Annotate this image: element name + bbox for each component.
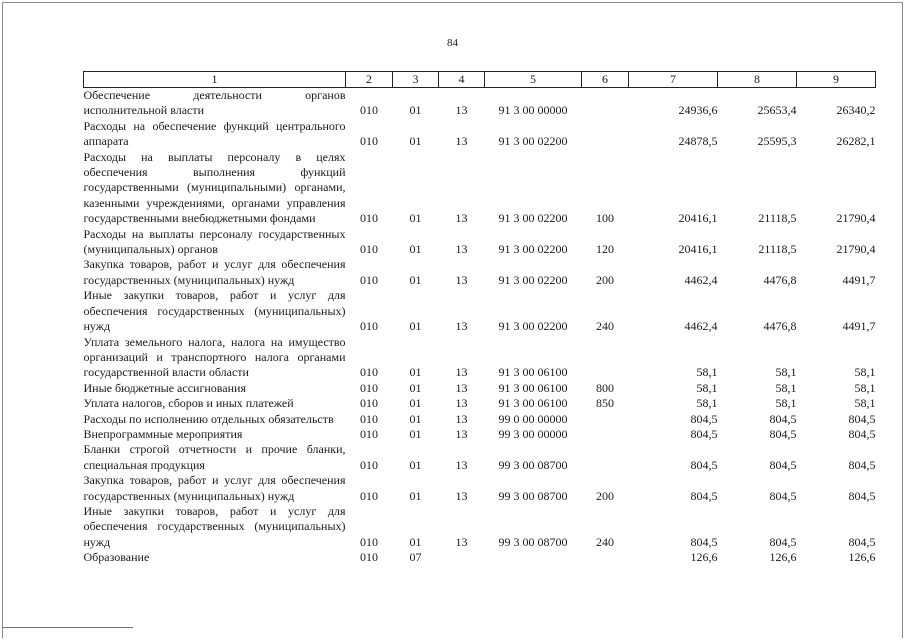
row-label: Бланки строгой отчетности и прочие бланки, специальная продукция bbox=[83, 442, 346, 472]
row-section: 01 bbox=[409, 426, 422, 441]
header-cell-3: 3 bbox=[393, 72, 439, 88]
row-amount-col8: 21118,5 bbox=[758, 211, 797, 226]
row-expense-type bbox=[582, 88, 629, 119]
row-target-article: 91 3 00 06100 bbox=[498, 365, 568, 380]
row-expense-type: 100 bbox=[596, 211, 614, 226]
row-section: 01 bbox=[409, 457, 422, 472]
row-subsection: 13 bbox=[455, 211, 468, 226]
table-row bbox=[84, 150, 876, 227]
row-amount-col9: 26340,2 bbox=[836, 103, 876, 118]
row-expense-type: 850 bbox=[596, 396, 614, 411]
row-subsection: 13 bbox=[455, 488, 468, 503]
row-code-admin: 010 bbox=[360, 488, 378, 503]
row-subsection: 13 bbox=[455, 134, 468, 149]
row-code-admin: 010 bbox=[360, 103, 378, 118]
row-code-admin: 010 bbox=[360, 426, 378, 441]
row-subsection: 13 bbox=[455, 534, 468, 549]
row-expense-type: 800 bbox=[596, 380, 614, 395]
row-label: Расходы на обеспечение функций центрального аппарата bbox=[83, 118, 346, 149]
row-code-admin: 010 bbox=[360, 211, 378, 226]
row-amount-col8: 804,5 bbox=[769, 426, 797, 441]
row-section: 01 bbox=[409, 272, 422, 287]
row-amount-col7: 126,6 bbox=[690, 550, 718, 565]
row-amount-col7: 58,1 bbox=[696, 380, 718, 395]
row-amount-col7: 58,1 bbox=[696, 396, 718, 411]
header-cell-6: 6 bbox=[582, 72, 629, 88]
row-section: 01 bbox=[409, 319, 422, 334]
row-amount-col7: 24878,5 bbox=[678, 134, 718, 149]
table-row bbox=[84, 396, 876, 411]
row-amount-col9: 804,5 bbox=[848, 488, 876, 503]
row-amount-col7: 58,1 bbox=[696, 365, 718, 380]
row-code-admin: 010 bbox=[360, 396, 378, 411]
row-label: Обеспечение деятельности органов исполнительной власти bbox=[83, 88, 346, 118]
table-row bbox=[84, 504, 876, 550]
header-cell-1: 1 bbox=[84, 72, 346, 88]
row-expense-type bbox=[582, 427, 629, 442]
row-amount-col7: 20416,1 bbox=[678, 242, 718, 257]
row-section: 01 bbox=[409, 396, 422, 411]
row-code-admin: 010 bbox=[360, 380, 378, 395]
row-amount-col9: 804,5 bbox=[848, 411, 876, 426]
header-cell-5: 5 bbox=[485, 72, 582, 88]
row-amount-col9: 4491,7 bbox=[842, 272, 876, 287]
table-row bbox=[84, 473, 876, 504]
row-subsection bbox=[439, 550, 485, 565]
table-body bbox=[84, 88, 876, 566]
row-target-article bbox=[485, 550, 582, 565]
row-expense-type: 200 bbox=[596, 488, 614, 503]
row-code-admin: 010 bbox=[360, 411, 378, 426]
row-subsection: 13 bbox=[455, 426, 468, 441]
row-label: Расходы по исполнению отдельных обязательств bbox=[83, 411, 334, 426]
header-cell-2: 2 bbox=[346, 72, 393, 88]
row-amount-col8: 58,1 bbox=[775, 380, 797, 395]
table-row bbox=[84, 335, 876, 381]
row-subsection: 13 bbox=[455, 411, 468, 426]
table-row bbox=[84, 427, 876, 442]
footer-rule bbox=[3, 627, 133, 628]
row-subsection: 13 bbox=[455, 242, 468, 257]
row-target-article: 91 3 00 06100 bbox=[498, 396, 568, 411]
row-amount-col8: 126,6 bbox=[769, 550, 797, 565]
table-row bbox=[84, 88, 876, 119]
row-amount-col7: 804,5 bbox=[690, 426, 718, 441]
row-amount-col8: 25653,4 bbox=[757, 103, 797, 118]
row-target-article: 91 3 00 02200 bbox=[498, 242, 568, 257]
table-row bbox=[84, 227, 876, 258]
row-subsection: 13 bbox=[455, 319, 468, 334]
row-code-admin: 010 bbox=[360, 457, 378, 472]
table-row bbox=[84, 412, 876, 427]
row-amount-col7: 20416,1 bbox=[678, 211, 718, 226]
row-target-article: 99 3 00 00000 bbox=[498, 426, 568, 441]
page-number: 84 bbox=[447, 37, 458, 49]
scan-border-right bbox=[902, 2, 903, 638]
row-expense-type: 240 bbox=[596, 319, 614, 334]
row-target-article: 99 3 00 08700 bbox=[498, 534, 568, 549]
row-label: Закупка товаров, работ и услуг для обеспечения государственных (муниципальных) нужд bbox=[83, 473, 346, 503]
table-row bbox=[84, 288, 876, 334]
row-expense-type bbox=[582, 412, 629, 427]
row-expense-type: 200 bbox=[596, 272, 614, 287]
row-subsection: 13 bbox=[455, 365, 468, 380]
row-amount-col8: 58,1 bbox=[775, 365, 797, 380]
header-cell-9: 9 bbox=[797, 72, 876, 88]
row-section: 01 bbox=[409, 103, 422, 118]
row-section: 01 bbox=[409, 134, 422, 149]
row-amount-col8: 25595,3 bbox=[757, 134, 797, 149]
row-amount-col7: 804,5 bbox=[690, 488, 718, 503]
row-subsection: 13 bbox=[455, 457, 468, 472]
table-row bbox=[84, 381, 876, 396]
row-section: 01 bbox=[409, 411, 422, 426]
table-row bbox=[84, 257, 876, 288]
row-amount-col9: 4491,7 bbox=[842, 319, 876, 334]
row-label: Закупка товаров, работ и услуг для обеспечения государственных (муниципальных) нужд bbox=[83, 257, 346, 287]
row-label: Внепрограммные мероприятия bbox=[83, 426, 243, 441]
row-label: Расходы на выплаты персоналу государственных (муниципальных) органов bbox=[83, 226, 346, 257]
budget-table bbox=[83, 71, 876, 566]
row-amount-col9: 58,1 bbox=[854, 380, 876, 395]
row-target-article: 91 3 00 02200 bbox=[498, 319, 568, 334]
row-section: 01 bbox=[409, 488, 422, 503]
row-amount-col8: 58,1 bbox=[775, 396, 797, 411]
row-expense-type bbox=[582, 119, 629, 150]
row-amount-col9: 58,1 bbox=[854, 396, 876, 411]
row-label: Уплата земельного налога, налога на имущество организаций и транспортного налога органами государственной власти области bbox=[83, 334, 346, 380]
row-section: 01 bbox=[409, 380, 422, 395]
row-section: 01 bbox=[409, 365, 422, 380]
row-amount-col8: 804,5 bbox=[769, 534, 797, 549]
header-cell-8: 8 bbox=[718, 72, 797, 88]
row-amount-col9: 21790,4 bbox=[836, 211, 876, 226]
table-row bbox=[84, 442, 876, 473]
row-code-admin: 010 bbox=[360, 242, 378, 257]
row-amount-col9: 21790,4 bbox=[836, 242, 876, 257]
row-subsection: 13 bbox=[455, 380, 468, 395]
row-target-article: 99 3 00 08700 bbox=[498, 457, 568, 472]
row-amount-col8: 804,5 bbox=[769, 488, 797, 503]
row-label: Иные бюджетные ассигнования bbox=[83, 380, 246, 395]
row-label: Иные закупки товаров, работ и услуг для обеспечения государственных (муниципальных) нужд bbox=[83, 503, 346, 549]
scan-border-left bbox=[2, 2, 3, 638]
table-row bbox=[84, 550, 876, 565]
row-amount-col9: 804,5 bbox=[848, 534, 876, 549]
row-expense-type bbox=[582, 442, 629, 473]
row-label: Иные закупки товаров, работ и услуг для обеспечения государственных (муниципальных) нужд bbox=[83, 288, 346, 334]
table-row bbox=[84, 119, 876, 150]
scan-border-top bbox=[2, 2, 903, 3]
row-target-article: 99 0 00 00000 bbox=[498, 411, 568, 426]
row-amount-col9: 26282,1 bbox=[836, 134, 876, 149]
row-expense-type: 120 bbox=[596, 242, 614, 257]
row-expense-type bbox=[582, 335, 629, 381]
header-cell-4: 4 bbox=[439, 72, 485, 88]
row-subsection: 13 bbox=[455, 272, 468, 287]
row-section: 01 bbox=[409, 534, 422, 549]
header-cell-7: 7 bbox=[629, 72, 718, 88]
row-target-article: 91 3 00 02200 bbox=[498, 211, 568, 226]
row-label: Уплата налогов, сборов и иных платежей bbox=[83, 396, 294, 411]
row-amount-col8: 4476,8 bbox=[763, 272, 797, 287]
row-section: 01 bbox=[409, 242, 422, 257]
row-amount-col8: 804,5 bbox=[769, 411, 797, 426]
row-target-article: 91 3 00 02200 bbox=[498, 134, 568, 149]
row-amount-col7: 804,5 bbox=[690, 411, 718, 426]
row-amount-col8: 804,5 bbox=[769, 457, 797, 472]
header-row bbox=[84, 72, 876, 88]
row-expense-type bbox=[582, 550, 629, 565]
row-amount-col9: 804,5 bbox=[848, 457, 876, 472]
row-subsection: 13 bbox=[455, 396, 468, 411]
row-amount-col7: 804,5 bbox=[690, 534, 718, 549]
row-amount-col9: 58,1 bbox=[854, 365, 876, 380]
row-target-article: 91 3 00 02200 bbox=[498, 272, 568, 287]
row-section: 01 bbox=[409, 211, 422, 226]
row-expense-type: 240 bbox=[596, 534, 614, 549]
row-label: Образование bbox=[83, 550, 150, 565]
row-code-admin: 010 bbox=[360, 365, 378, 380]
row-code-admin: 010 bbox=[360, 550, 378, 565]
row-code-admin: 010 bbox=[360, 134, 378, 149]
row-section: 07 bbox=[409, 550, 422, 565]
row-amount-col8: 4476,8 bbox=[763, 319, 797, 334]
row-amount-col8: 21118,5 bbox=[758, 242, 797, 257]
row-label: Расходы на выплаты персоналу в целях обеспечения выполнения функций государственными (муниципальными) органами, казенными учреждениями, органами управления государственными внебюджетными фондами bbox=[83, 149, 346, 226]
row-amount-col7: 4462,4 bbox=[684, 319, 718, 334]
row-target-article: 91 3 00 06100 bbox=[498, 380, 568, 395]
row-code-admin: 010 bbox=[360, 534, 378, 549]
row-amount-col9: 804,5 bbox=[848, 426, 876, 441]
row-target-article: 99 3 00 08700 bbox=[498, 488, 568, 503]
row-code-admin: 010 bbox=[360, 272, 378, 287]
row-amount-col9: 126,6 bbox=[848, 550, 876, 565]
row-code-admin: 010 bbox=[360, 319, 378, 334]
row-subsection: 13 bbox=[455, 103, 468, 118]
row-target-article: 91 3 00 00000 bbox=[498, 103, 568, 118]
row-amount-col7: 24936,6 bbox=[678, 103, 718, 118]
row-amount-col7: 4462,4 bbox=[684, 272, 718, 287]
row-amount-col7: 804,5 bbox=[690, 457, 718, 472]
